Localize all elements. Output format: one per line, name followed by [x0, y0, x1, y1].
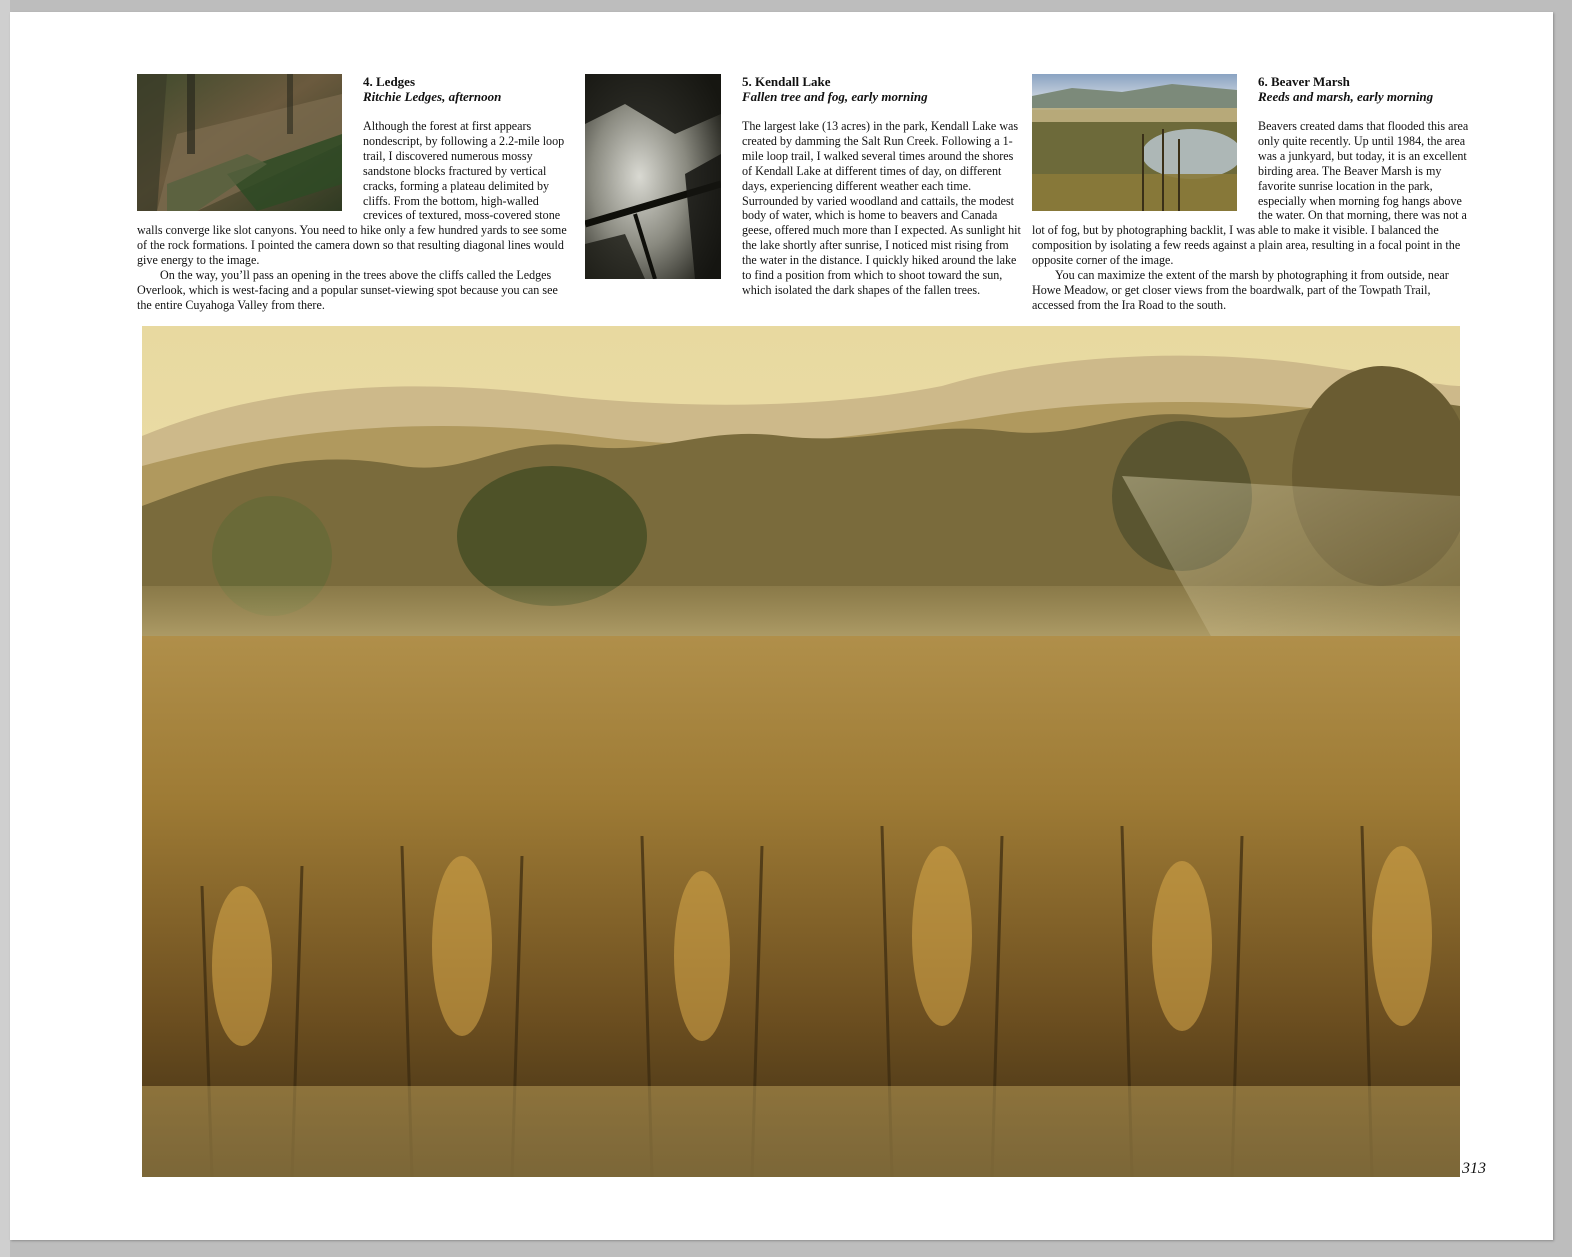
- beaver-marsh-photo: [1032, 74, 1237, 211]
- section-ledges: [137, 74, 567, 313]
- section-paragraph: Although the forest at first appears nondescript, by following a 2.2-mile loop trail, I discovered numerous mossy sandstone blocks fractured by vertical cracks, forming a plateau delimited by cliffs. From the bottom, high-walled crevices of textured, moss-covered stone walls converge like slot canyons. You need to hike only a few hundred yards to see some of the rock formations. I pointed the camera down so that resulting diagonal lines would give energy to the image.: [137, 119, 567, 268]
- page-number: 313: [1462, 1160, 1486, 1177]
- section-paragraph: Beavers created dams that flooded this area only quite recently. Up until 1984, the area was a junkyard, but today, it is an excellent birding area. The Beaver Marsh is my favorite sunrise location in the park, especially when morning fog hangs above the water. On that morning, there was not a lot of fog, but by photographing backlit, I was able to make it visible. I balanced the composition by isolating a few reeds against a plain area, resulting in a focal point in the opposite corner of the image.: [1032, 119, 1469, 268]
- section-title: 6. Beaver Marsh: [1258, 74, 1350, 89]
- section-title: 4. Ledges: [363, 74, 415, 89]
- section-beaver-marsh: [1032, 74, 1472, 313]
- cornfield-photo: [142, 326, 1460, 1177]
- section-paragraph: You can maximize the extent of the marsh by photographing it from outside, near Howe Meadow, or get closer views from the boardwalk, part of the Towpath Trail, accessed from the Ira Road to the south.: [1032, 268, 1449, 312]
- section-kendall-lake: [585, 74, 1025, 298]
- ledges-photo: [137, 74, 342, 211]
- section-subtitle: Reeds and marsh, early morning: [1258, 89, 1434, 104]
- section-paragraph: On the way, you’ll pass an opening in the trees above the cliffs called the Ledges Overlook, which is west-facing and a popular sunset-viewing spot because you can see the entire Cuyahoga Valley from there.: [137, 268, 558, 312]
- section-subtitle: Fallen tree and fog, early morning: [742, 89, 928, 104]
- section-paragraph: The largest lake (13 acres) in the park, Kendall Lake was created by damming the Salt Run Creek. Following a 1-mile loop trail, I walked several times around the shores of Kendall Lake at different times of day, on different days, experiencing different weather each time. Surrounded by varied woodland and cattails, the modest body of water, which is home to beavers and Canada geese, offered much more than I expected. As sunlight hit the lake shortly after sunrise, I noticed mist rising from the water in the distance. I quickly hiked around the lake to find a position from which to shoot toward the sun, which isolated the dark shapes of the fallen trees.: [742, 119, 1021, 297]
- section-title: 5. Kendall Lake: [742, 74, 831, 89]
- book-page: [10, 12, 1553, 1240]
- section-subtitle: Ritchie Ledges, afternoon: [363, 89, 502, 104]
- viewer-left-margin: [0, 0, 10, 1257]
- kendall-lake-photo: [585, 74, 721, 279]
